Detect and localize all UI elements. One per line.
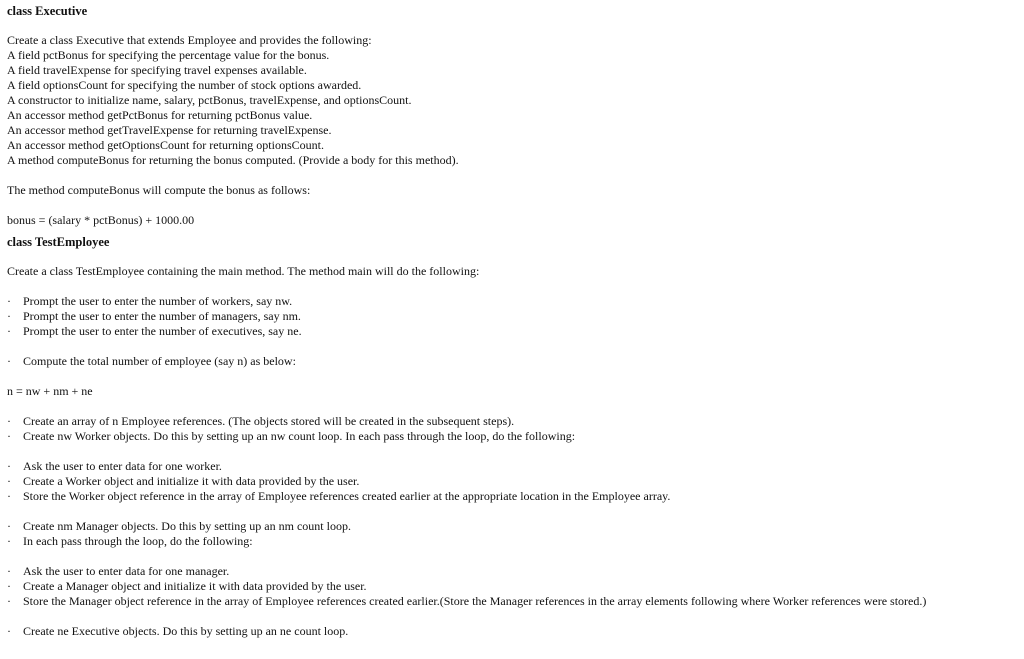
bullet: · bbox=[7, 489, 11, 503]
bullet: · bbox=[7, 564, 11, 578]
executive-line: A field optionsCount for specifying the number of stock options awarded. bbox=[7, 78, 362, 92]
executive-line: An accessor method getPctBonus for returning pctBonus value. bbox=[7, 108, 313, 122]
bullet: · bbox=[7, 594, 11, 608]
list-item: · Prompt the user to enter the number of workers, say nw. bbox=[7, 294, 293, 308]
executive-line: A constructor to initialize name, salary, pctBonus, travelExpense, and optionsCount. bbox=[7, 93, 412, 107]
bullet: · bbox=[7, 294, 11, 308]
executive-line: A field travelExpense for specifying travel expenses available. bbox=[7, 63, 307, 77]
executive-line: An accessor method getTravelExpense for returning travelExpense. bbox=[7, 123, 332, 137]
bullet: · bbox=[7, 324, 11, 338]
list-item: · Create a Worker object and initialize it with data provided by the user. bbox=[7, 474, 360, 488]
list-item: · Prompt the user to enter the number of managers, say nm. bbox=[7, 309, 301, 323]
compute-bonus-text: The method computeBonus will compute the bonus as follows: bbox=[7, 183, 311, 197]
list-item: · Create an array of n Employee references. (The objects stored will be created in the subsequent steps). bbox=[7, 414, 515, 428]
list-item: · Ask the user to enter data for one worker. bbox=[7, 459, 222, 473]
bullet: · bbox=[7, 534, 11, 548]
testemployee-intro: Create a class TestEmployee containing the main method. The method main will do the following: bbox=[7, 264, 480, 278]
list-item: · Ask the user to enter data for one manager. bbox=[7, 564, 230, 578]
list-item: · Create a Manager object and initialize it with data provided by the user. bbox=[7, 579, 367, 593]
executive-line: A field pctBonus for specifying the percentage value for the bonus. bbox=[7, 48, 330, 62]
executive-line: A method computeBonus for returning the bonus computed. (Provide a body for this method). bbox=[7, 153, 459, 167]
executive-line: An accessor method getOptionsCount for returning optionsCount. bbox=[7, 138, 324, 152]
heading-class-testemployee: class TestEmployee bbox=[7, 235, 110, 249]
bullet: · bbox=[7, 474, 11, 488]
list-item: · Store the Manager object reference in the array of Employee references created earlier.(Store the Manager references in the array elements following where Worker references were stored.) bbox=[7, 594, 927, 608]
list-item: · Prompt the user to enter the number of executives, say ne. bbox=[7, 324, 302, 338]
bullet: · bbox=[7, 429, 11, 443]
bullet: · bbox=[7, 354, 11, 368]
list-item: · In each pass through the loop, do the following: bbox=[7, 534, 253, 548]
list-item: · Compute the total number of employee (say n) as below: bbox=[7, 354, 296, 368]
list-item: · Create nw Worker objects. Do this by setting up an nw count loop. In each pass through the loop, do the following: bbox=[7, 429, 576, 443]
bullet: · bbox=[7, 624, 11, 638]
bonus-formula: bonus = (salary * pctBonus) + 1000.00 bbox=[7, 213, 195, 227]
heading-class-executive: class Executive bbox=[7, 4, 88, 18]
executive-intro: Create a class Executive that extends Employee and provides the following: bbox=[7, 33, 372, 47]
bullet: · bbox=[7, 309, 11, 323]
total-formula: n = nw + nm + ne bbox=[7, 384, 93, 398]
list-item: · Store the Worker object reference in the array of Employee references created earlier at the appropriate location in the Employee array. bbox=[7, 489, 671, 503]
bullet: · bbox=[7, 519, 11, 533]
list-item: · Create ne Executive objects. Do this by setting up an ne count loop. bbox=[7, 624, 349, 638]
bullet: · bbox=[7, 459, 11, 473]
list-item: · Create nm Manager objects. Do this by setting up an nm count loop. bbox=[7, 519, 351, 533]
bullet: · bbox=[7, 579, 11, 593]
bullet: · bbox=[7, 414, 11, 428]
